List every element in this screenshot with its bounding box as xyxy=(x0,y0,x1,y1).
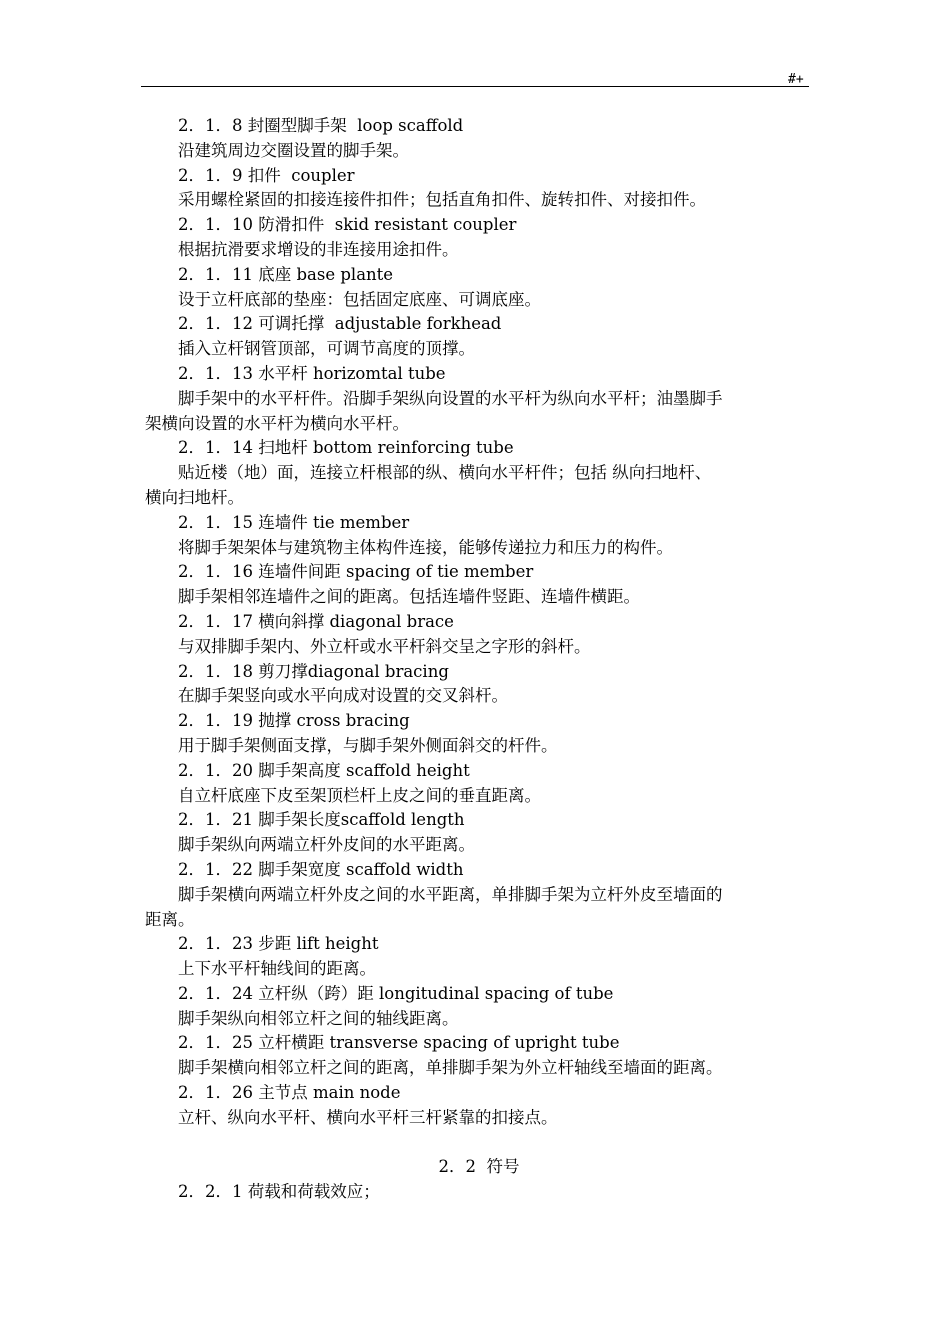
entry-text: 在脚手架竖向或水平向成对设置的交叉斜杆。 xyxy=(178,686,508,706)
entry-text-line1: 贴近楼（地）面，连接立杆根部的纵、横向水平杆件；包括 纵向扫地杆、 xyxy=(178,463,712,483)
entry-heading: 2．1．13 水平杆 horizomtal tube xyxy=(178,363,446,383)
entry-text-line1: 脚手架中的水平杆件。沿脚手架纵向设置的水平杆为纵向水平杆；油墨脚手 xyxy=(178,388,723,408)
entry-text: 脚手架纵向相邻立杆之间的轴线距离。 xyxy=(178,1008,459,1028)
entry-heading: 2．1．10 防滑扣件 skid resistant coupler xyxy=(178,215,517,235)
entry-text: 将脚手架架体与建筑物主体构件连接，能够传递拉力和压力的构件。 xyxy=(178,537,673,557)
subsection-heading: 2．2．1 荷载和荷载效应； xyxy=(178,1182,380,1202)
entry-heading: 2．1．21 脚手架长度scaffold length xyxy=(178,810,465,830)
entry-heading: 2．1．16 连墙件间距 spacing of tie member xyxy=(178,562,534,582)
entry-heading: 2．1．9 扣件 coupler xyxy=(178,165,355,185)
entry-text: 用于脚手架侧面支撑，与脚手架外侧面斜交的杆件。 xyxy=(178,735,558,755)
entry-heading: 2．1．25 立杆横距 transverse spacing of upright tube xyxy=(178,1033,620,1053)
entry-heading: 2．1．22 脚手架宽度 scaffold width xyxy=(178,859,464,879)
entry-text-line1: 脚手架横向两端立杆外皮之间的水平距离，单排脚手架为立杆外皮至墙面的 xyxy=(178,884,723,904)
entry-heading: 2．1．19 抛撑 cross bracing xyxy=(178,711,410,731)
entry-text: 自立杆底座下皮至架顶栏杆上皮之间的垂直距离。 xyxy=(178,785,541,805)
entry-heading: 2．1．24 立杆纵（跨）距 longitudinal spacing of tube xyxy=(178,983,614,1003)
entry-heading: 2．1．12 可调托撑 adjustable forkhead xyxy=(178,314,502,334)
entry-heading: 2．1．11 底座 base plante xyxy=(178,264,394,284)
entry-text: 采用螺栓紧固的扣接连接件扣件；包括直角扣件、旋转扣件、对接扣件。 xyxy=(178,190,706,210)
entry-heading: 2．1．18 剪刀撑diagonal bracing xyxy=(178,661,449,681)
entry-heading: 2．1．14 扫地杆 bottom reinforcing tube xyxy=(178,438,514,458)
entry-text: 上下水平杆轴线间的距离。 xyxy=(178,959,376,979)
entry-text: 设于立杆底部的垫座：包括固定底座、可调底座。 xyxy=(178,289,541,309)
section-title: 2．2 符号 xyxy=(438,1157,520,1177)
entry-text-line2: 距离。 xyxy=(145,909,195,929)
entry-heading: 2．1．17 横向斜撑 diagonal brace xyxy=(178,611,454,631)
entry-heading: 2．1．20 脚手架高度 scaffold height xyxy=(178,760,470,780)
entry-text-line2: 横向扫地杆。 xyxy=(145,487,244,507)
entry-text: 插入立杆钢管顶部，可调节高度的顶撑。 xyxy=(178,339,475,359)
entry-heading: 2．1．26 主节点 main node xyxy=(178,1083,401,1103)
entry-heading: 2．1．15 连墙件 tie member xyxy=(178,512,410,532)
entry-text: 立杆、纵向水平杆、横向水平杆三杆紧靠的扣接点。 xyxy=(178,1107,558,1127)
entry-text: 沿建筑周边交圈设置的脚手架。 xyxy=(178,140,409,160)
entry-text-line2: 架横向设置的水平杆为横向水平杆。 xyxy=(145,413,409,433)
entry-text: 脚手架纵向两端立杆外皮间的水平距离。 xyxy=(178,835,475,855)
entry-text: 脚手架相邻连墙件之间的距离。包括连墙件竖距、连墙件横距。 xyxy=(178,587,640,607)
blank-line xyxy=(145,1131,813,1156)
header-mark: #+ xyxy=(788,72,804,87)
header-rule xyxy=(141,86,809,87)
entry-text: 根据抗滑要求增设的非连接用途扣件。 xyxy=(178,239,459,259)
entry-heading: 2．1．8 封圈型脚手架 loop scaffold xyxy=(178,116,464,135)
entry-heading: 2．1．23 步距 lift height xyxy=(178,934,379,954)
entry-text: 与双排脚手架内、外立杆或水平杆斜交呈之字形的斜杆。 xyxy=(178,636,591,656)
document-body xyxy=(145,114,813,1205)
entry-text: 脚手架横向相邻立杆之间的距离，单排脚手架为外立杆轴线至墙面的距离。 xyxy=(178,1058,723,1078)
